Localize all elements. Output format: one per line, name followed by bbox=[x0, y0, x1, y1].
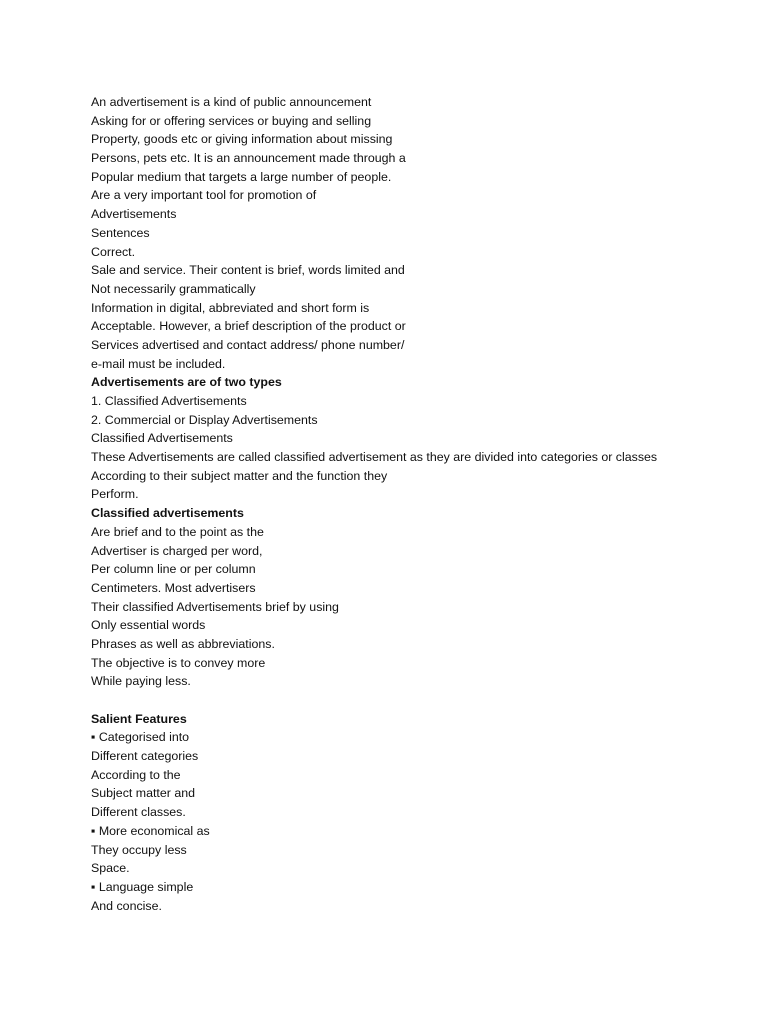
intro-line: Sale and service. Their content is brief, words limited and bbox=[91, 263, 405, 278]
classified-line: Phrases as well as abbreviations. bbox=[91, 636, 275, 651]
intro-line: Asking for or offering services or buying and selling bbox=[91, 113, 372, 128]
intro-line: Not necessarily grammatically bbox=[91, 281, 256, 296]
types-line: These Advertisements are called classified advertisement as they are divided into categories or classes bbox=[91, 450, 658, 465]
features-line: According to the bbox=[91, 767, 181, 782]
classified-line: Only essential words bbox=[91, 618, 206, 633]
types-line: 2. Commercial or Display Advertisements bbox=[91, 412, 318, 427]
features-heading: Salient Features bbox=[91, 711, 187, 726]
classified-line: While paying less. bbox=[91, 674, 191, 689]
classified-heading: Classified advertisements bbox=[91, 506, 244, 521]
features-line: And concise. bbox=[91, 898, 162, 913]
features-line: Different classes. bbox=[91, 805, 186, 820]
classified-line: The objective is to convey more bbox=[91, 655, 266, 670]
intro-line: Sentences bbox=[91, 225, 150, 240]
classified-line: Centimeters. Most advertisers bbox=[91, 580, 256, 595]
features-line: They occupy less bbox=[91, 842, 187, 857]
intro-line: e-mail must be included. bbox=[91, 356, 226, 371]
types-line: 1. Classified Advertisements bbox=[91, 394, 247, 408]
document-body bbox=[91, 93, 751, 915]
features-line: ▪ More economical as bbox=[91, 823, 210, 838]
features-line: Subject matter and bbox=[91, 786, 196, 801]
classified-line: Advertiser is charged per word, bbox=[91, 543, 263, 558]
intro-line: Are a very important tool for promotion of bbox=[91, 188, 317, 203]
types-line: According to their subject matter and the function they bbox=[91, 468, 388, 483]
intro-line: An advertisement is a kind of public announcement bbox=[91, 95, 372, 109]
intro-line: Services advertised and contact address/ phone number/ bbox=[91, 337, 405, 352]
classified-line: Are brief and to the point as the bbox=[91, 524, 264, 539]
classified-line: Their classified Advertisements brief by using bbox=[91, 599, 339, 614]
intro-line: Information in digital, abbreviated and short form is bbox=[91, 300, 370, 315]
paragraph-spacer bbox=[91, 691, 751, 710]
intro-line: Property, goods etc or giving information about missing bbox=[91, 132, 393, 147]
classified-line: Per column line or per column bbox=[91, 562, 256, 577]
features-line: Space. bbox=[91, 861, 130, 876]
features-line: ▪ Categorised into bbox=[91, 730, 190, 745]
types-heading: Advertisements are of two types bbox=[91, 375, 282, 390]
intro-line: Acceptable. However, a brief description of the product or bbox=[91, 319, 406, 334]
intro-line: Advertisements bbox=[91, 207, 177, 222]
intro-line: Correct. bbox=[91, 244, 136, 259]
features-line: Different categories bbox=[91, 749, 199, 764]
features-line: ▪ Language simple bbox=[91, 879, 194, 894]
intro-line: Persons, pets etc. It is an announcement made through a bbox=[91, 151, 406, 166]
types-line: Classified Advertisements bbox=[91, 431, 233, 446]
types-line: Perform. bbox=[91, 487, 139, 502]
intro-line: Popular medium that targets a large number of people. bbox=[91, 169, 392, 184]
